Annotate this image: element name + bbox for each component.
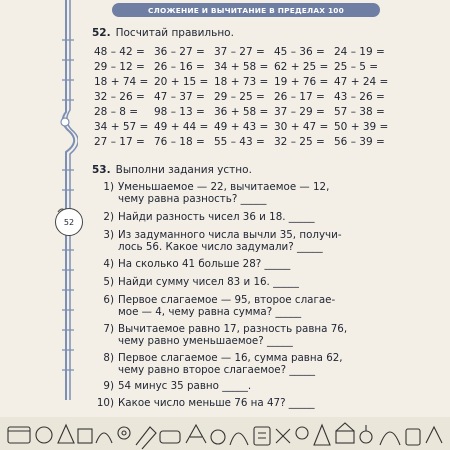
example-cell: 25 – 5 = — [334, 61, 379, 73]
item-text — [118, 211, 428, 223]
item-line: 54 минус 35 равно _____. — [118, 380, 252, 392]
example-cell: 49 + 43 = — [214, 121, 269, 133]
item-line: чему равно уменьшаемое? _____ — [118, 335, 293, 348]
item-line: На сколько 41 больше 28? _____ — [118, 258, 291, 270]
item-number: 8) — [103, 352, 114, 364]
item-line: Первое слагаемое — 16, сумма равна 62, — [118, 352, 343, 364]
item-text — [118, 181, 428, 206]
item-text — [118, 380, 428, 392]
page-number-badge — [55, 208, 83, 236]
example-cell: 34 + 57 = — [94, 121, 149, 133]
item-line: Найди разность чисел 36 и 18. _____ — [118, 211, 315, 223]
item-line: мое — 4, чему равна сумма? _____ — [118, 306, 302, 319]
item-number: 4) — [103, 258, 114, 270]
item-number: 6) — [103, 294, 114, 306]
example-cell: 27 – 17 = — [94, 136, 145, 148]
item-line: лось 56. Какое число задумали? _____ — [118, 241, 323, 254]
item-text — [118, 352, 428, 377]
example-cell: 50 + 39 = — [334, 121, 389, 133]
item-number: 10) — [96, 397, 114, 409]
example-cell: 45 – 36 = — [274, 46, 325, 58]
item-number: 9) — [103, 380, 114, 392]
item-line: Из задуманного числа вычли 35, получи- — [118, 229, 342, 241]
example-cell: 26 – 17 = — [274, 91, 325, 103]
example-cell: 24 – 19 = — [334, 46, 385, 58]
example-cell: 49 + 44 = — [154, 121, 209, 133]
task53-number: 53. — [92, 164, 111, 176]
page-header — [112, 3, 380, 17]
example-cell: 29 – 25 = — [214, 91, 265, 103]
example-cell: 43 – 26 = — [334, 91, 385, 103]
item-line: чему равно второе слагаемое? _____ — [118, 364, 316, 377]
example-cell: 55 – 43 = — [214, 136, 265, 148]
item-number: 3) — [103, 229, 114, 241]
task53-title — [92, 164, 252, 176]
doodle-border-decoration — [0, 403, 450, 450]
example-cell: 47 + 24 = — [334, 76, 389, 88]
example-cell: 26 – 16 = — [154, 61, 205, 73]
example-cell: 28 – 8 = — [94, 106, 139, 118]
example-cell: 76 – 18 = — [154, 136, 205, 148]
task52-title-text: Посчитай правильно. — [115, 27, 234, 39]
example-cell: 56 – 39 = — [334, 136, 385, 148]
page-number: 52 — [63, 217, 75, 227]
task52-title — [92, 27, 234, 39]
example-cell: 98 – 13 = — [154, 106, 205, 118]
header-text: СЛОЖЕНИЕ И ВЫЧИТАНИЕ В ПРЕДЕЛАХ 100 — [148, 5, 344, 15]
item-line: Какое число меньше 76 на 47? _____ — [118, 397, 315, 409]
example-cell: 29 – 12 = — [94, 61, 145, 73]
task52-number: 52. — [92, 27, 111, 39]
example-cell: 62 + 25 = — [274, 61, 329, 73]
example-cell: 37 – 27 = — [214, 46, 265, 58]
item-text — [118, 229, 428, 254]
item-text — [118, 323, 428, 348]
task52-examples-grid — [94, 45, 394, 150]
item-number: 1) — [103, 181, 114, 193]
example-cell: 34 + 58 = — [214, 61, 269, 73]
item-number: 5) — [103, 276, 114, 288]
example-cell: 30 + 47 = — [274, 121, 329, 133]
item-line: чему равна разность? _____ — [118, 193, 267, 206]
item-line: Найди сумму чисел 83 и 16. _____ — [118, 276, 299, 288]
item-number: 2) — [103, 211, 114, 223]
example-cell: 20 + 15 = — [154, 76, 209, 88]
example-cell: 32 – 26 = — [94, 91, 145, 103]
example-cell: 47 – 37 = — [154, 91, 205, 103]
item-text — [118, 258, 428, 270]
item-text — [118, 276, 428, 288]
example-cell: 19 + 76 = — [274, 76, 329, 88]
example-cell: 57 – 38 = — [334, 106, 385, 118]
example-cell: 48 – 42 = — [94, 46, 145, 58]
example-cell: 37 – 29 = — [274, 106, 325, 118]
item-line: Первое слагаемое — 95, второе слагае- — [118, 294, 336, 306]
example-cell: 36 + 58 = — [214, 106, 269, 118]
example-cell: 18 + 74 = — [94, 76, 149, 88]
item-line: Вычитаемое равно 17, разность равна 76, — [118, 323, 348, 335]
example-cell: 18 + 73 = — [214, 76, 269, 88]
item-line: Уменьшаемое — 22, вычитаемое — 12, — [118, 181, 330, 193]
example-cell: 36 – 27 = — [154, 46, 205, 58]
example-cell: 32 – 25 = — [274, 136, 325, 148]
item-number: 7) — [103, 323, 114, 335]
item-text — [118, 294, 428, 319]
task53-title-text: Выполни задания устно. — [115, 164, 252, 176]
ribbon-decoration — [40, 0, 78, 400]
